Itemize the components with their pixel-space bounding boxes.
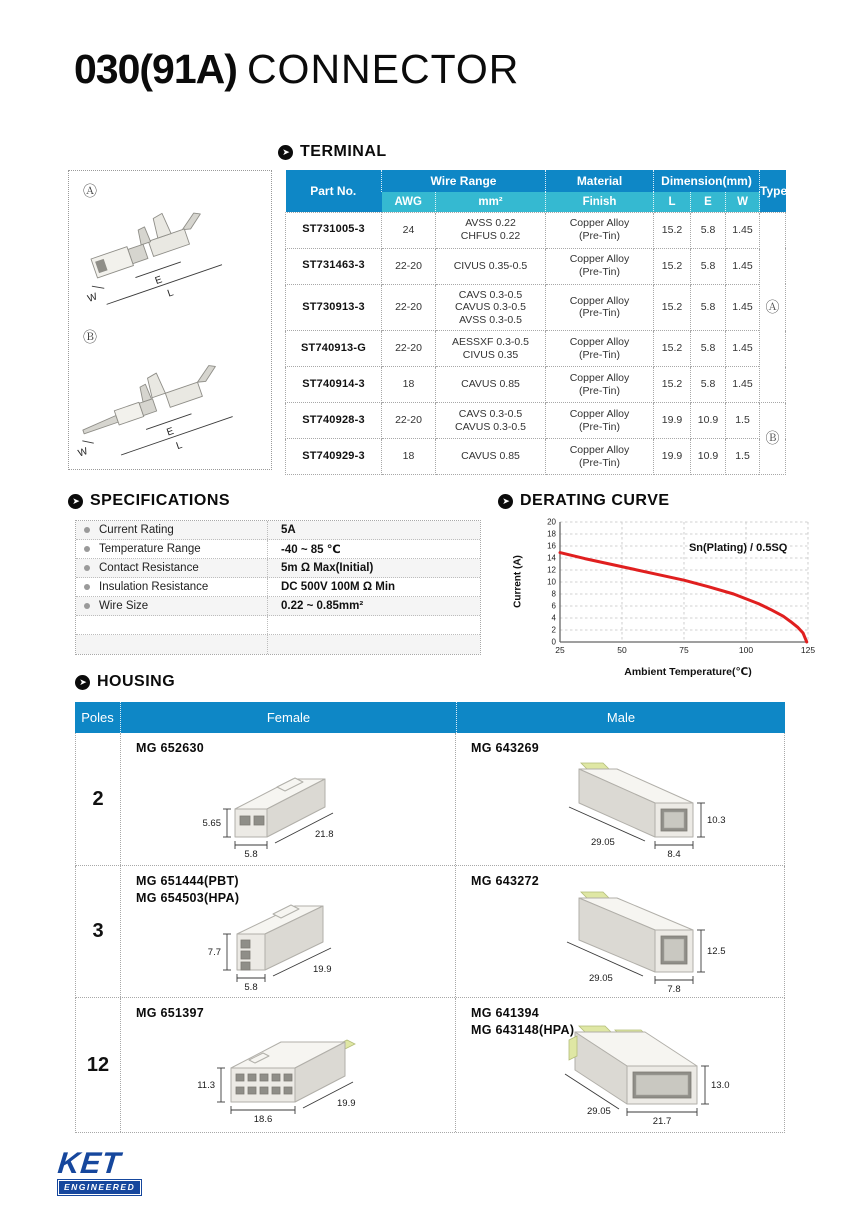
spec-row [76, 540, 480, 559]
terminal-cell: AESSXF 0.3-0.5 CIVUS 0.35 [436, 331, 546, 367]
page-title [74, 46, 519, 93]
col-header-type: Type [760, 170, 786, 212]
terminal-cell: 22-20 [382, 248, 436, 284]
terminal-cell: 10.9 [691, 403, 726, 439]
terminal-cell: 5.8 [691, 331, 726, 367]
terminal-cell: CAVUS 0.85 [436, 439, 546, 475]
dim-height: 12.5 [707, 946, 726, 957]
bullet-icon [84, 565, 90, 571]
spec-value: 0.22 ~ 0.85mm² [281, 600, 364, 612]
dim-length: 29.05 [587, 1106, 611, 1117]
housing-table-header [75, 702, 785, 733]
bullet-icon [84, 603, 90, 609]
terminal-cell: 1.45 [726, 331, 760, 367]
part-number: MG 643148(HPA) [471, 1022, 575, 1037]
terminal-cell: Copper Alloy (Pre-Tin) [546, 367, 654, 403]
housing-row-12pole [75, 998, 785, 1133]
terminal-cell: 1.5 [726, 403, 760, 439]
terminal-cell: 22-20 [382, 284, 436, 331]
y-tick-label: 20 [547, 517, 556, 527]
col-header-part-no: Part No. [286, 170, 382, 212]
spec-row [76, 578, 480, 597]
y-tick-label: 8 [551, 589, 556, 599]
dim-length: 19.9 [313, 964, 332, 975]
chart-x-axis-label: Ambient Temperature(℃) [624, 666, 752, 678]
terminal-cell: 15.2 [654, 331, 691, 367]
terminal-cell: 1.45 [726, 284, 760, 331]
terminal-part-no: ST740928-3 [286, 403, 382, 439]
terminal-cell: 15.2 [654, 367, 691, 403]
terminal-part-no: ST730913-3 [286, 284, 382, 331]
y-tick-label: 0 [551, 637, 556, 647]
spec-row [76, 559, 480, 578]
terminal-cell: CIVUS 0.35-0.5 [436, 248, 546, 284]
terminal-cell: 15.2 [654, 212, 691, 248]
col-header-e: E [691, 192, 726, 212]
terminal-cell: CAVS 0.3-0.5 CAVUS 0.3-0.5 AVSS 0.3-0.5 [436, 284, 546, 331]
terminal-cell: 1.45 [726, 248, 760, 284]
dim-width: 5.8 [244, 982, 258, 993]
spec-label [76, 616, 268, 634]
col-header-wire-range: Wire Range [382, 170, 546, 192]
section-derating-title: DERATING CURVE [520, 492, 670, 509]
terminal-part-no: ST731005-3 [286, 212, 382, 248]
part-number: MG 652630 [136, 741, 205, 755]
female-cell-2pole [121, 733, 456, 865]
dim-length: 29.05 [591, 837, 615, 848]
section-terminal [278, 143, 387, 161]
arrow-bullet-icon: ➤ [278, 145, 293, 160]
terminal-part-no: ST731463-3 [286, 248, 382, 284]
dim-width: 5.8 [244, 849, 258, 860]
terminal-cell: 15.2 [654, 248, 691, 284]
col-header-finish: Finish [546, 192, 654, 212]
spec-row [76, 597, 480, 616]
poles-count: 12 [76, 998, 121, 1132]
dim-l-label: L [166, 287, 175, 300]
spec-label: Temperature Range [76, 540, 268, 558]
dim-e-label: E [153, 274, 164, 287]
terminal-table-row [286, 439, 786, 475]
y-tick-label: 10 [547, 577, 556, 587]
section-specifications-title: SPECIFICATIONS [90, 492, 231, 509]
terminal-part-no: ST740913-G [286, 331, 382, 367]
dim-height: 10.3 [707, 815, 726, 826]
female-12pole-drawing [173, 1010, 403, 1130]
terminal-cell: Copper Alloy (Pre-Tin) [546, 284, 654, 331]
spec-value: 5m Ω Max(Initial) [281, 562, 374, 574]
terminal-cell: CAVS 0.3-0.5 CAVUS 0.3-0.5 [436, 403, 546, 439]
terminal-cell: 1.45 [726, 367, 760, 403]
bullet-icon [84, 584, 90, 590]
chart-plot-area [520, 514, 825, 664]
x-tick-label: 50 [617, 645, 627, 655]
arrow-bullet-icon: ➤ [75, 675, 90, 690]
female-cell-3pole [121, 866, 456, 997]
spec-row [76, 635, 480, 654]
terminal-table-row [286, 367, 786, 403]
arrow-bullet-icon: ➤ [68, 494, 83, 509]
terminal-cell: Copper Alloy (Pre-Tin) [546, 212, 654, 248]
spec-label: Current Rating [76, 521, 268, 539]
spec-row [76, 521, 480, 540]
terminal-cell: 15.2 [654, 284, 691, 331]
spec-value: -40 ~ 85 ℃ [281, 544, 341, 556]
ket-logo [56, 1147, 170, 1195]
terminal-table-row [286, 284, 786, 331]
dim-l-label: L [174, 439, 184, 453]
x-tick-label: 125 [800, 645, 816, 655]
y-tick-label: 16 [547, 541, 556, 551]
type-a-marker: Ⓐ [83, 183, 97, 199]
section-housing [75, 673, 175, 691]
y-tick-label: 14 [547, 553, 556, 563]
housing-col-male: Male [456, 702, 785, 733]
part-number: MG 643269 [471, 741, 540, 755]
terminal-b-drawing [71, 323, 269, 465]
terminal-type-marker: Ⓑ [760, 403, 786, 475]
terminal-cell: 24 [382, 212, 436, 248]
spec-label: Insulation Resistance [76, 578, 268, 596]
x-tick-label: 75 [679, 645, 689, 655]
col-header-l: L [654, 192, 691, 212]
part-number: MG 641394 [471, 1006, 540, 1020]
derating-chart [498, 514, 828, 682]
y-tick-label: 12 [547, 565, 556, 575]
ket-logo-subtext: ENGINEERED [58, 1180, 141, 1196]
dim-w-label: W [86, 291, 99, 305]
terminal-table-row [286, 248, 786, 284]
terminal-cell: Copper Alloy (Pre-Tin) [546, 331, 654, 367]
housing-col-female: Female [120, 702, 456, 733]
dim-e-label: E [165, 425, 176, 439]
dim-w-label: W [76, 446, 90, 460]
dim-length: 19.9 [337, 1098, 356, 1109]
terminal-cell: AVSS 0.22 CHFUS 0.22 [436, 212, 546, 248]
terminal-table-row [286, 331, 786, 367]
part-number: MG 643272 [471, 874, 540, 888]
dim-height: 5.65 [202, 818, 221, 829]
spec-value: 5A [281, 524, 296, 536]
dim-height: 13.0 [711, 1080, 730, 1091]
terminal-cell: 19.9 [654, 403, 691, 439]
col-header-dimension: Dimension(mm) [654, 170, 760, 192]
y-tick-label: 4 [551, 613, 556, 623]
terminal-type-marker: Ⓐ [760, 212, 786, 403]
part-number: MG 651397 [136, 1006, 205, 1020]
terminal-cell: 18 [382, 439, 436, 475]
poles-count: 3 [76, 866, 121, 997]
terminal-part-no: ST740929-3 [286, 439, 382, 475]
section-terminal-title: TERMINAL [300, 143, 387, 160]
terminal-cell: 22-20 [382, 403, 436, 439]
y-tick-label: 2 [551, 625, 556, 635]
terminal-cell: 19.9 [654, 439, 691, 475]
male-cell-3pole [456, 866, 784, 997]
dim-width: 7.8 [667, 984, 681, 995]
part-number: MG 654503(HPA) [136, 890, 240, 905]
chart-annotation: Sn(Plating) / 0.5SQ [688, 541, 788, 554]
spec-label: Wire Size [76, 597, 268, 615]
section-housing-title: HOUSING [97, 673, 176, 690]
terminal-cell: 5.8 [691, 212, 726, 248]
derating-curve [560, 553, 807, 642]
terminal-cell: 10.9 [691, 439, 726, 475]
male-2pole-drawing [505, 745, 735, 863]
arrow-bullet-icon: ➤ [498, 494, 513, 509]
terminal-cell: 1.45 [726, 212, 760, 248]
y-tick-label: 6 [551, 601, 556, 611]
spec-value: DC 500V 100M Ω Min [281, 581, 396, 593]
terminal-cell: Copper Alloy (Pre-Tin) [546, 439, 654, 475]
dim-length: 29.05 [589, 973, 613, 984]
section-specifications [68, 492, 230, 510]
terminal-table [285, 170, 786, 475]
housing-col-poles: Poles [81, 710, 114, 725]
terminal-table-row [286, 403, 786, 439]
col-header-awg: AWG [382, 192, 436, 212]
dim-height: 11.3 [197, 1080, 215, 1091]
poles-count: 2 [76, 733, 121, 865]
bullet-icon [84, 546, 90, 552]
female-cell-12pole [121, 998, 456, 1132]
col-header-material: Material [546, 170, 654, 192]
dim-height: 7.7 [207, 947, 221, 958]
dim-length: 21.8 [315, 829, 334, 840]
housing-row-2pole [75, 733, 785, 866]
terminal-part-no: ST740914-3 [286, 367, 382, 403]
chart-y-axis-label: Current (A) [512, 555, 524, 608]
col-header-w: W [726, 192, 760, 212]
y-tick-label: 18 [547, 529, 556, 539]
title-word: CONNECTOR [246, 46, 520, 92]
x-tick-label: 25 [555, 645, 565, 655]
terminal-cell: 18 [382, 367, 436, 403]
spec-row [76, 616, 480, 635]
specifications-table [75, 520, 481, 655]
housing-table [75, 702, 785, 1133]
ket-logo-text: KET [56, 1147, 123, 1180]
female-2pole-drawing [173, 745, 403, 863]
section-derating [498, 492, 670, 510]
male-3pole-drawing [505, 878, 735, 996]
terminal-cell: Copper Alloy (Pre-Tin) [546, 248, 654, 284]
x-tick-label: 100 [738, 645, 754, 655]
terminal-table-row [286, 212, 786, 248]
spec-label [76, 635, 268, 654]
dim-width: 18.6 [253, 1114, 273, 1125]
terminal-cell: 22-20 [382, 331, 436, 367]
dim-width: 21.7 [652, 1116, 672, 1127]
terminal-cell: 5.8 [691, 284, 726, 331]
dim-width: 8.4 [667, 849, 681, 860]
terminal-cell: 5.8 [691, 248, 726, 284]
part-number: MG 651444(PBT) [136, 874, 239, 888]
terminal-cell: Copper Alloy (Pre-Tin) [546, 403, 654, 439]
terminal-a-drawing [71, 179, 269, 321]
housing-row-3pole [75, 866, 785, 998]
title-part-number: 030(91A) [74, 46, 237, 92]
terminal-cell: 5.8 [691, 367, 726, 403]
spec-label: Contact Resistance [76, 559, 268, 577]
type-b-marker: Ⓑ [83, 329, 97, 345]
male-cell-12pole [456, 998, 784, 1132]
terminal-diagram-box [68, 170, 272, 470]
terminal-cell: CAVUS 0.85 [436, 367, 546, 403]
bullet-icon [84, 527, 90, 533]
col-header-mm2: mm² [436, 192, 546, 212]
terminal-cell: 1.5 [726, 439, 760, 475]
male-cell-2pole [456, 733, 784, 865]
